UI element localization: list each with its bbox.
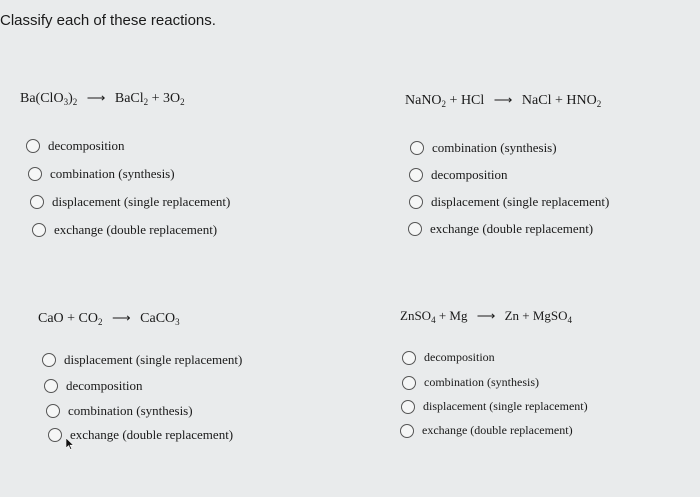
q1-option-displacement[interactable]: displacement (single replacement) (30, 194, 230, 210)
q2-option-combination[interactable]: combination (synthesis) (410, 140, 557, 156)
q4-option-combination[interactable]: combination (synthesis) (402, 375, 539, 390)
reaction-arrow-icon: ⟶ (476, 308, 496, 323)
question-3 (38, 310, 180, 327)
radio-button[interactable] (46, 404, 60, 418)
radio-button[interactable] (408, 222, 422, 236)
radio-button[interactable] (402, 351, 416, 365)
q4-option-exchange[interactable]: exchange (double replacement) (400, 423, 573, 438)
q1-option-decomposition[interactable]: decomposition (26, 138, 125, 154)
radio-button[interactable] (26, 139, 40, 153)
q1-option-combination[interactable]: combination (synthesis) (28, 166, 175, 182)
radio-button[interactable] (400, 424, 414, 438)
radio-button[interactable] (28, 167, 42, 181)
reaction-arrow-icon: ⟶ (86, 90, 106, 105)
q1-option-exchange[interactable]: exchange (double replacement) (32, 222, 217, 238)
radio-button[interactable] (401, 400, 415, 414)
q4-option-decomposition[interactable]: decomposition (402, 350, 495, 365)
prompt-text: Classify each of these reactions. (0, 12, 216, 29)
equation-1: $Ba(ClO_3)_2$ ⟶ BaCl$_2$ + $3O_2$ (20, 90, 185, 107)
q3-option-combination[interactable]: combination (synthesis) (46, 403, 193, 419)
radio-button[interactable] (48, 428, 62, 442)
mouse-cursor-icon (66, 438, 74, 450)
equation-2: NaNO$_2$ + HCl ⟶ NaCl + $HNO_2$ (405, 92, 602, 109)
q3-option-decomposition[interactable]: decomposition (44, 378, 143, 394)
radio-button[interactable] (410, 141, 424, 155)
q3-option-displacement[interactable]: displacement (single replacement) (42, 352, 242, 368)
question-4 (400, 308, 572, 325)
equation-3: CaO + $CO_2$ ⟶ CaCO$_3$ (38, 310, 180, 327)
equation-4: ZnSO$_4$ + Mg ⟶ Zn + MgSO$_4$ (400, 308, 573, 325)
q2-option-exchange[interactable]: exchange (double replacement) (408, 221, 593, 237)
q4-option-displacement[interactable]: displacement (single replacement) (401, 399, 588, 414)
q2-option-displacement[interactable]: displacement (single replacement) (409, 194, 609, 210)
radio-button[interactable] (42, 353, 56, 367)
q3-option-exchange[interactable]: exchange (double replacement) (48, 427, 233, 443)
radio-button[interactable] (30, 195, 44, 209)
radio-button[interactable] (409, 168, 423, 182)
reaction-arrow-icon: ⟶ (493, 92, 513, 107)
radio-button[interactable] (409, 195, 423, 209)
question-1 (20, 90, 185, 107)
q2-option-decomposition[interactable]: decomposition (409, 167, 508, 183)
reaction-arrow-icon: ⟶ (112, 310, 131, 325)
radio-button[interactable] (32, 223, 46, 237)
radio-button[interactable] (402, 376, 416, 390)
radio-button[interactable] (44, 379, 58, 393)
question-2 (405, 92, 601, 109)
